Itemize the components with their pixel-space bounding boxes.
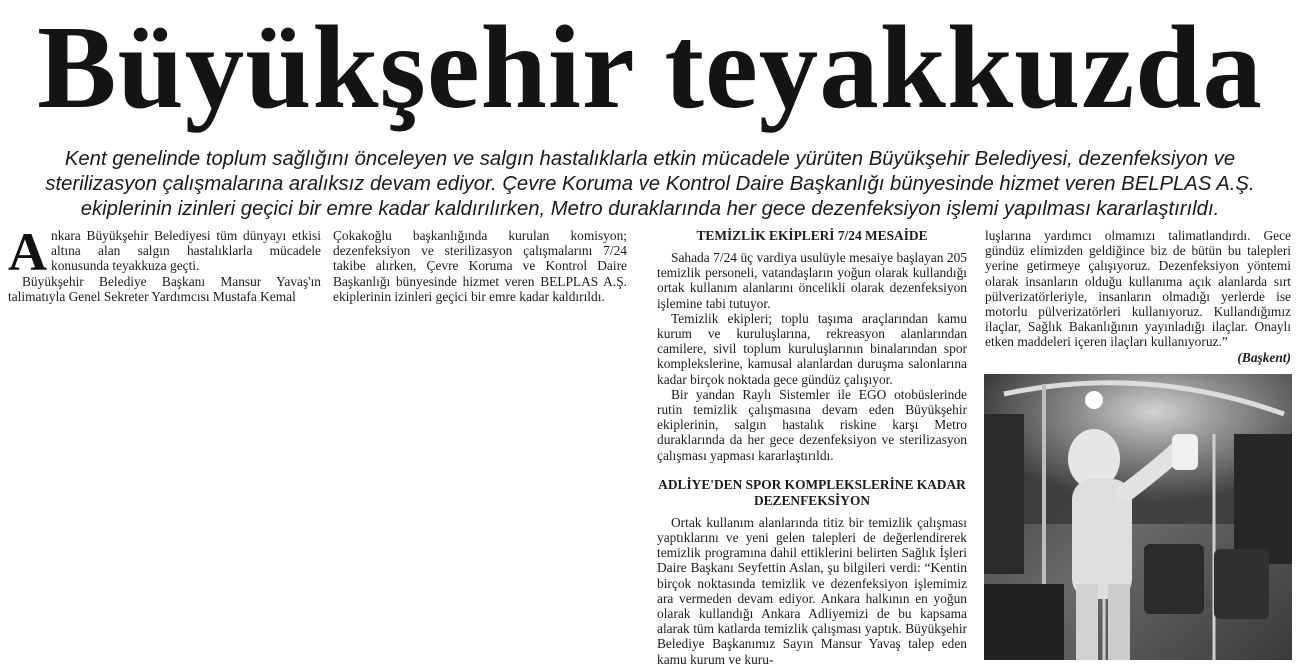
- body-paragraph: Çokakoğlu başkanlığında kurulan komisyon; dezenfeksiyon ve sterilizasyon çalışmalarını 7/24 takibe alırken, Çevre Koruma ve Kontrol Daire Başkanlığı bünyesinde hizmet veren BELPLAS A.Ş. ekiplerinin izinleri geçici bir emre kadar kaldırıldı.: [333, 228, 627, 304]
- disinfection-worker-photo: [984, 374, 1292, 660]
- body-paragraph: Sahada 7/24 üç vardiya usulüyle mesaiye başlayan 205 temizlik personeli, vatandaşların yoğun olarak kullandığı ortak kullanım alanlarını öncelikli olarak dezenfeksiyon işlemine tabi tutuyor.: [657, 250, 967, 311]
- headline: Büyükşehir teyakkuzda: [37, 1, 1263, 133]
- body-paragraph: Bir yandan Raylı Sistemler ile EGO otobüslerinde rutin temizlik çalışmasına devam eden Büyükşehir ekiplerinin, salgın hastalık riskine karşı Metro duraklarında da her gece dezenfeksiyon ve sterilizasyon çalışması yapması kararlaştırıldı.: [657, 386, 967, 463]
- article-column-2: [333, 228, 627, 304]
- section-subheading: ADLİYE'DEN SPOR KOMPLEKSLERİNE KADAR DEZENFEKSİYON: [658, 476, 966, 508]
- article-column-1: [8, 222, 321, 304]
- lead-paragraph: Kent genelinde toplum sağlığını önceleyen ve salgın hastalıklarla etkin mücadele yürüten Büyükşehir Belediyesi, dezenfeksiyon ve sterilizasyon çalışmalarına aralıksız devam ediyor. Çevre Koruma ve Kontrol Daire Başkanlığı bünyesinde hizmet veren BELPLAS A.Ş. ekiplerinin izinleri geçici bir emre kadar kaldırılırken, Metro duraklarında her gece dezenfeksiyon işlemi yapılması kararlaştırıldı.: [45, 148, 1255, 220]
- drop-cap: A: [8, 222, 47, 282]
- article-photo: [984, 374, 1292, 660]
- body-paragraph: nkara Büyükşehir Belediyesi tüm dünyayı etkisi altına alan salgın hastalıklarla mücadele konusunda teyakkuza geçti.: [51, 228, 321, 274]
- article-column-3: [657, 228, 967, 667]
- body-paragraph: Ortak kullanım alanlarında titiz bir temizlik çalışması yaptıklarını ve yeni gelen talepleri de değerlendirerek temizlik programına dahil ettiklerini belirten Sağlık İşleri Daire Başkanı Seyfettin Aslan, şu bilgileri verdi: “Kentin birçok noktasında temizlik ve dezenfeksiyon işlemimiz ara vermeden devam ediyor. Ankara halkının en yoğun olarak kullandığı Ankara Adliyemizi de bu kapsama alarak tüm katlarda temizlik çalışması yaptık. Büyükşehir Belediye Başkanımız Sayın Mansur Yavaş talep eden kamu kurum ve kuru-: [657, 514, 967, 667]
- section-subheading: TEMİZLİK EKİPLERİ 7/24 MESAİDE: [696, 228, 928, 243]
- body-paragraph: luşlarına yardımcı olmamızı talimatlandırdı. Gece gündüz elimizden geldiğince biz de bütün bu talepleri yerine getirmeye çalışıyoruz. Dezenfeksiyon yöntemi olarak insanların olduğu kullanıma açık alanlarda sırt pülverizatörleriyle, insanların olmadığı yerlerde ise motorlu pülverizatörleri kullanıyoruz. Kullandığımız ilaçlar, Sağlık Bakanlığının yayınladığı ilaçlar. Onaylı etken maddeleri içeren ilaçları kullanıyoruz.”: [985, 228, 1291, 350]
- article-column-4: [985, 228, 1291, 365]
- body-paragraph: Temizlik ekipleri; toplu taşıma araçlarından kamu kurum ve kuruluşlarına, rekreasyon alanlarından camilere, sivil toplum kuruluşlarının binalarından spor komplekslerine, kamusal alanlardan duruşma salonlarına kadar birçok noktada gece gündüz çalışıyor.: [657, 310, 967, 387]
- body-paragraph: Büyükşehir Belediye Başkanı Mansur Yavaş'ın talimatıyla Genel Sekreter Yardımcısı Mustafa Kemal: [8, 273, 321, 304]
- source-credit: (Başkent): [1237, 349, 1291, 365]
